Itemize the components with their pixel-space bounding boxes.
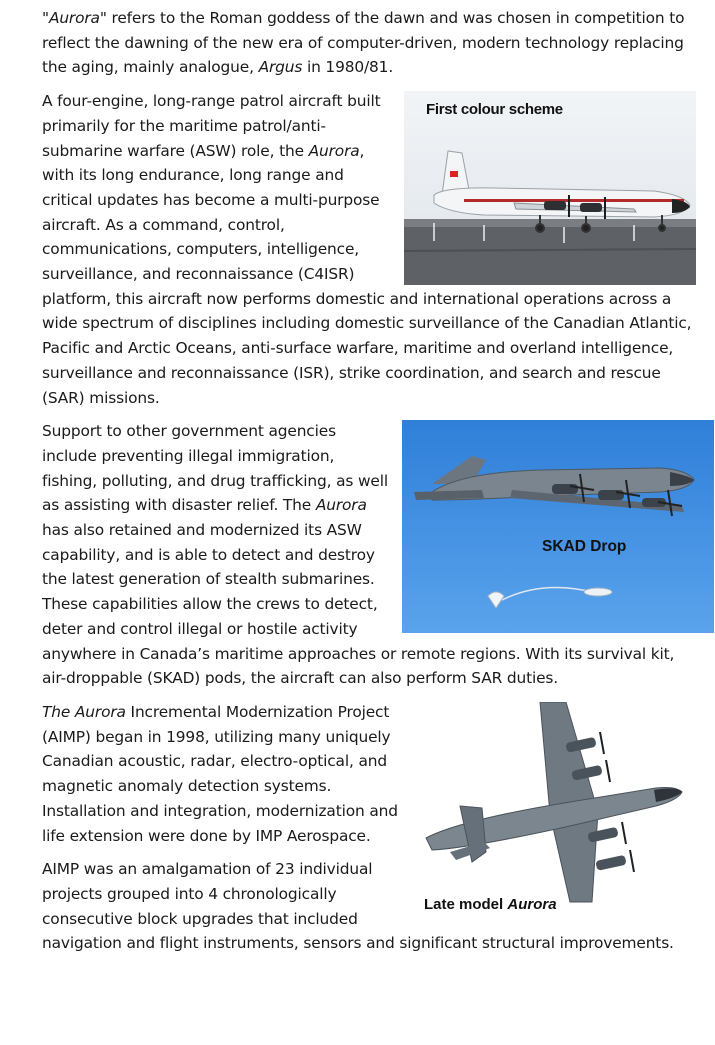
first-colour-scheme-photo <box>404 91 696 285</box>
text-span: Incremental Modernization Project (AIMP) began in 1998, utilizing many uniquely Canadian acoustic, radar, electro-optical, and magnetic anomaly detection systems. Installation and integration, modernization and life extension were done by IMP Aerospace. <box>42 702 398 845</box>
text-span: in 1980/81. <box>302 58 394 77</box>
skad-drop-photo <box>402 420 714 633</box>
aircraft-in-flight-image <box>402 420 714 633</box>
caption-text: Late model <box>424 895 508 913</box>
aircraft-on-ground-image <box>404 91 696 285</box>
text-span: , with its long endurance, long range and critical updates has become a multi-purpose aircraft. As a command, control, communications, computers, intelligence, surveillance, and reconnaissance (C4ISR) platform, this aircraft now performs domestic and international operations across a wide spectrum of disciplines including domestic surveillance of the Canadian Atlantic, Pacific and Arctic Oceans, anti-surface warfare, maritime and overland intelligence, surveillance and reconnaissance (ISR), strike coordination, and search and rescue (SAR) missions. <box>42 141 692 407</box>
aurora-name: Aurora <box>48 9 100 27</box>
aurora-name: Aurora <box>315 496 367 515</box>
text-span: Support to other government agencies include preventing illegal immigration, fishing, polluting, and drug trafficking, as well as assisting with disaster relief. The <box>42 422 388 515</box>
late-model-aurora-photo <box>420 702 692 924</box>
figure-caption: SKAD Drop <box>542 538 627 556</box>
caption-italic-text: Aurora <box>507 895 557 913</box>
aircraft-overhead-image <box>420 702 692 924</box>
figure-caption: First colour scheme <box>426 101 563 119</box>
argus-name: Argus <box>258 58 303 77</box>
paragraph-name-origin <box>42 6 702 80</box>
text-span: " refers to the Roman goddess of the dawn and was chosen in competition to reflect the dawning of the new era of computer-driven, modern technology replacing the aging, mainly analogue, <box>42 9 685 77</box>
figure-caption <box>424 896 557 913</box>
text-span: " <box>42 9 49 27</box>
article-page <box>42 6 702 965</box>
aurora-name: Aurora <box>308 141 360 160</box>
text-span: has also retained and modernized its ASW capability, and is able to detect and destroy the latest generation of stealth submarines. These capabilities allow the crews to detect, deter and control illegal or hostile activity anywhere in Canada’s maritime approaches or remote regions. With its survival kit, air-droppable (SKAD) pods, the aircraft can also perform SAR duties. <box>42 521 675 688</box>
text-span: AIMP was an amalgamation of 23 individual projects grouped into 4 chronologically consecutive block upgrades that included navigation and flight instruments, sensors and significant structural improvements. <box>42 860 674 953</box>
text-span: A four-engine, long-range patrol aircraft built primarily for the maritime patrol/anti-submarine warfare (ASW) role, the <box>42 92 381 160</box>
aurora-name: The Aurora <box>42 702 126 721</box>
